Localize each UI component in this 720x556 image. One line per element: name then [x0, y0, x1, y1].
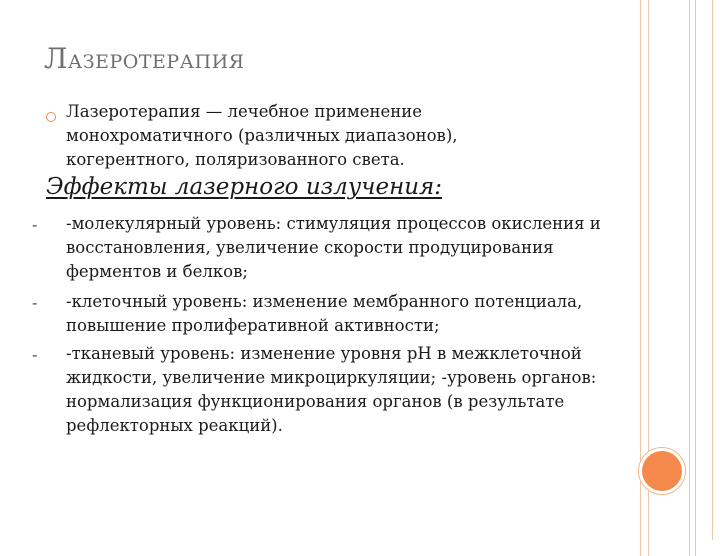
title-rest: АЗЕРОТЕРАПИЯ: [67, 51, 245, 73]
orange-circle-fill: [642, 451, 682, 491]
intro-paragraph: Лазеротерапия — лечебное применение монохроматичного (различных диапазонов), когерентного, поляризованного света.: [66, 102, 458, 169]
list-dash: -: [32, 215, 38, 234]
decor-line: [712, 0, 713, 540]
list-item-molecular: -молекулярный уровень: стимуляция процессов окисления и восстановления, увеличение скорости продуцирования ферментов и белков;: [66, 214, 601, 281]
list-dash: -: [32, 345, 38, 364]
list-item-tissue: -тканевый уровень: изменение уровня рН в межклеточной жидкости, увеличение микроциркуляции; -уровень органов: нормализация функционирования органов (в результате рефлекторных реакций).: [66, 344, 597, 435]
list-dash: -: [32, 293, 38, 312]
circle-bullet-icon: [46, 112, 56, 122]
effects-heading: Эффекты лазерного излучения:: [46, 174, 443, 200]
slide-title: [44, 42, 245, 75]
list-item-cellular: -клеточный уровень: изменение мембранного потенциала, повышение пролиферативной активности;: [66, 292, 583, 335]
title-initial: Л: [44, 42, 68, 75]
